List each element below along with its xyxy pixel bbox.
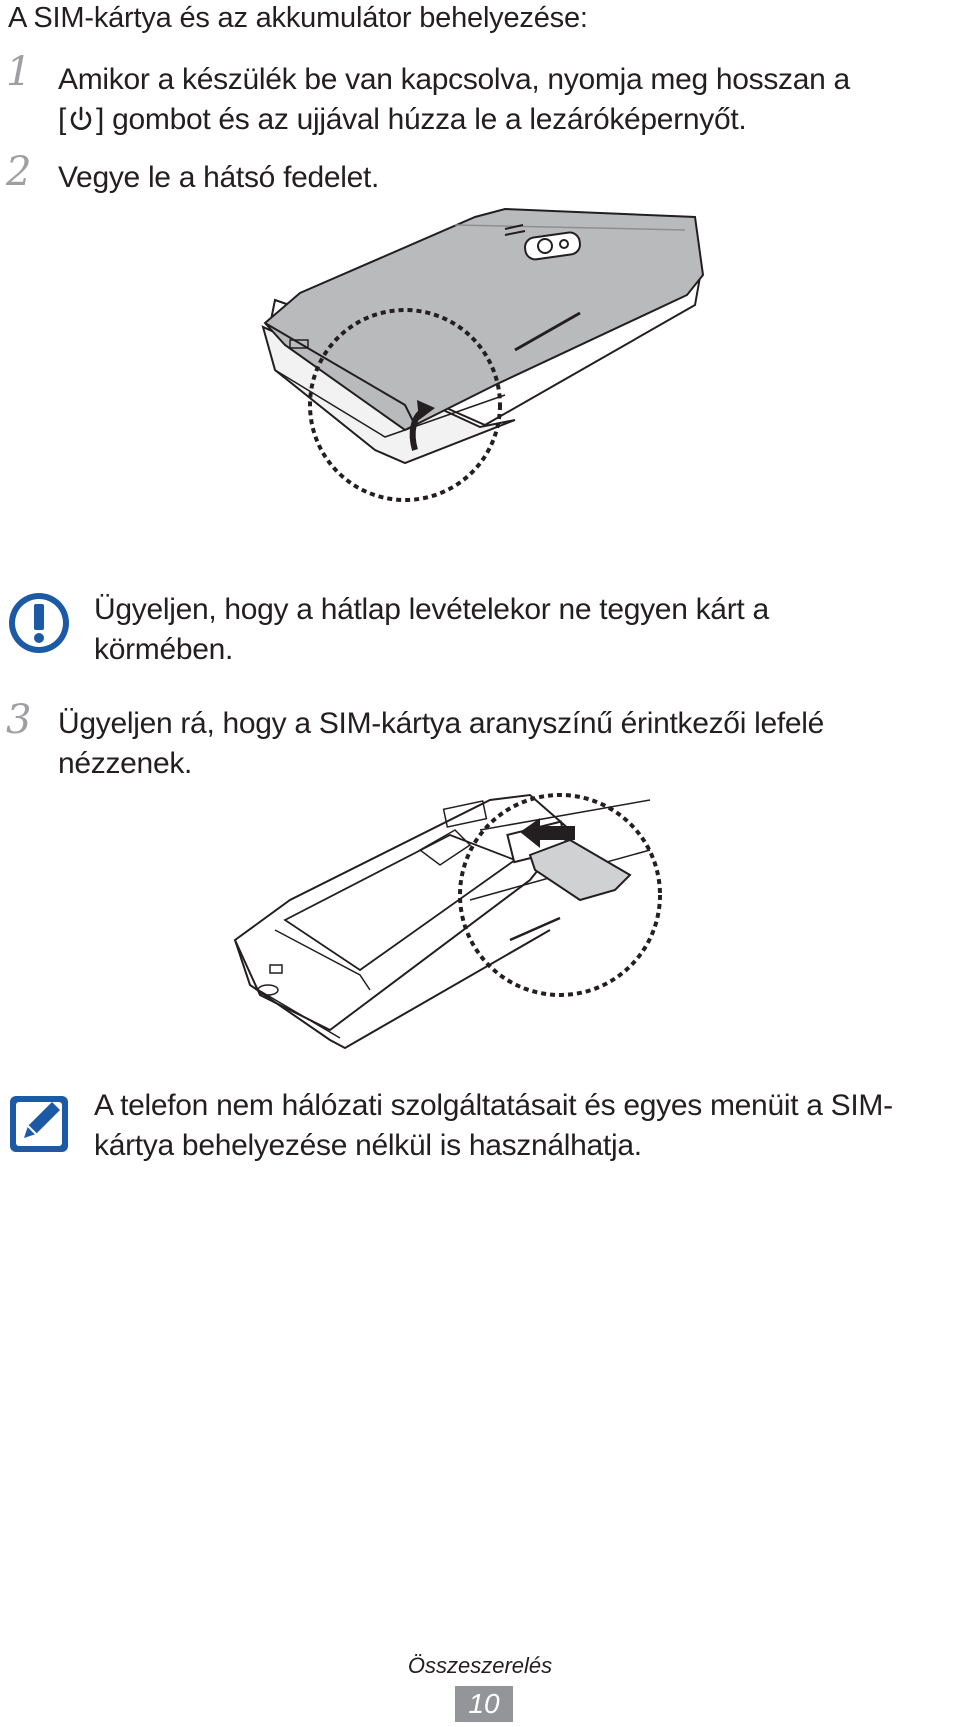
step-number-2: 2	[6, 149, 32, 195]
warning-line-2: körmében.	[94, 633, 234, 666]
info-note-line-1: A telefon nem hálózati szolgáltatásait és egyes menüit a SIM-	[94, 1089, 893, 1122]
step-number-1: 1	[6, 49, 32, 95]
step-3-text	[58, 704, 824, 784]
info-note-line-2: kártya behelyezése nélkül is használhatja.	[94, 1129, 642, 1162]
back-cover-removal-illustration	[255, 205, 715, 560]
power-icon	[68, 106, 94, 132]
step-1-text	[58, 60, 850, 140]
warning-line-1: Ügyeljen, hogy a hátlap levételekor ne tegyen kárt a	[94, 593, 769, 626]
info-note-text	[94, 1086, 893, 1166]
section-heading: A SIM-kártya és az akkumulátor behelyezése:	[8, 2, 588, 34]
step-number-3: 3	[6, 697, 32, 743]
warning-text	[94, 590, 769, 670]
step-1-line-2: [ ] gombot és az ujjával húzza le a lezáróképernyőt.	[58, 103, 747, 136]
step-1-line-1: Amikor a készülék be van kapcsolva, nyomja meg hosszan a	[58, 63, 850, 96]
step-2-text: Vegye le a hátsó fedelet.	[58, 161, 380, 194]
footer-section-title: Összeszerelés	[407, 1653, 553, 1678]
step-3-line-1: Ügyeljen rá, hogy a SIM-kártya aranyszínű érintkezői lefelé	[58, 707, 825, 740]
page-number: 10	[455, 1686, 513, 1722]
step-3-line-2: nézzenek.	[58, 747, 193, 780]
exclamation-icon	[6, 590, 72, 656]
sim-insertion-illustration	[230, 790, 730, 1060]
pencil-note-icon	[6, 1090, 72, 1156]
